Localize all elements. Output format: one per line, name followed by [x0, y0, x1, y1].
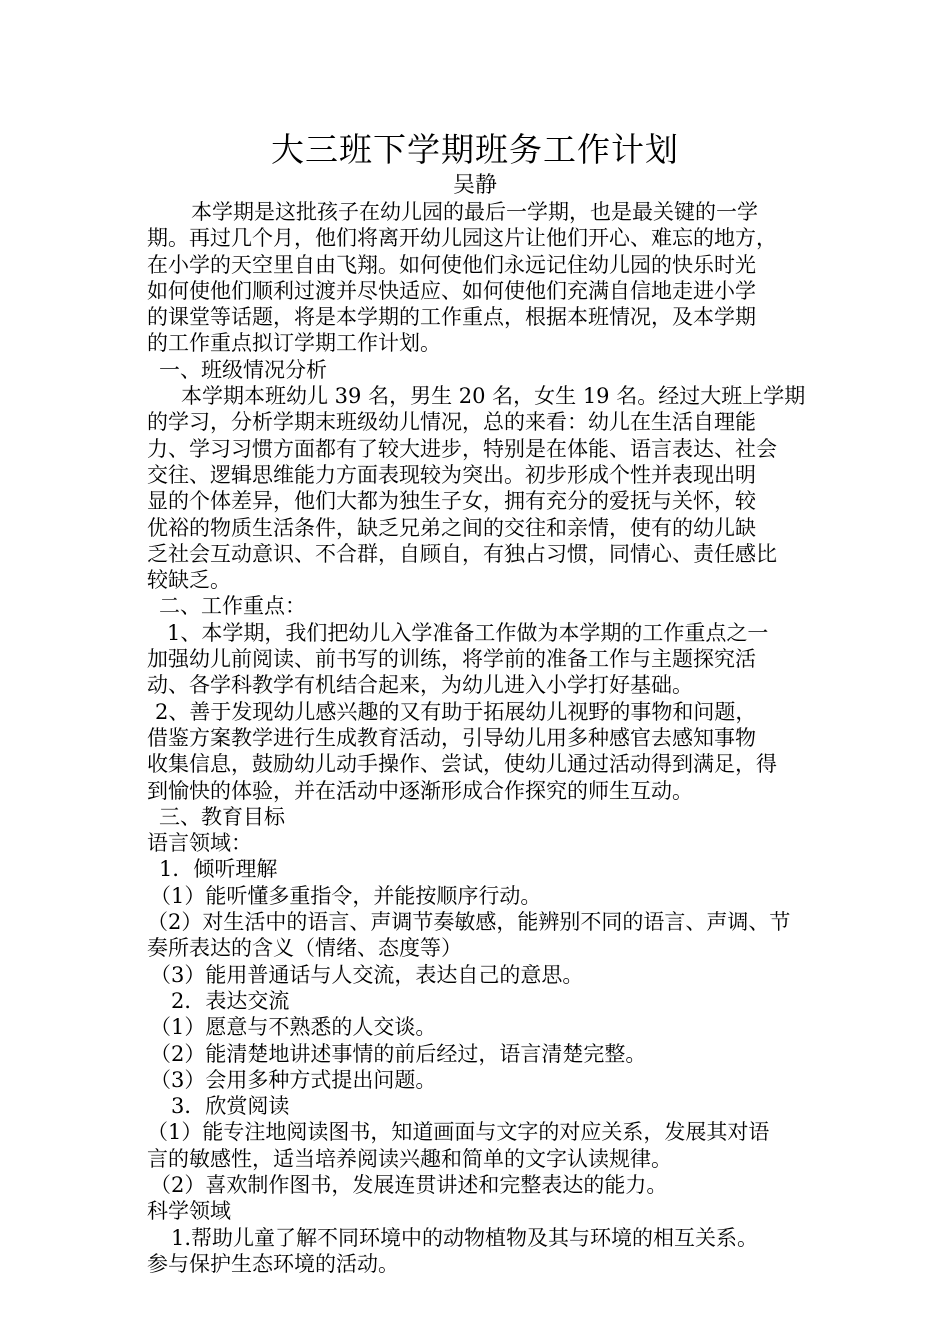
text-line: （2）喜欢制作图书，发展连贯讲述和完整表达的能力。	[150, 1172, 668, 1197]
section-heading: 三、教育目标	[159, 804, 285, 829]
text-line: 的课堂等话题，将是本学期的工作重点，根据本班情况，及本学期	[147, 305, 756, 330]
text-line: （2）能清楚地讲述事情的前后经过，语言清楚完整。	[150, 1041, 647, 1066]
text-line: 本学期本班幼儿 39 名，男生 20 名，女生 19 名。经过大班上学期	[181, 384, 806, 409]
text-line: （1）能专注地阅读图书，知道画面与文字的对应关系，发展其对语	[147, 1120, 770, 1145]
subsection-heading: 语言领域：	[147, 831, 252, 856]
section-heading: 一、班级情况分析	[159, 357, 327, 382]
text-line: 借鉴方案教学进行生成教育活动，引导幼儿用多种感官去感知事物	[147, 725, 756, 750]
text-line: 收集信息，鼓励幼儿动手操作、尝试，使幼儿通过活动得到满足，得	[147, 752, 777, 777]
text-line: 1．倾听理解	[159, 857, 278, 882]
text-line: 的学习，分析学期末班级幼儿情况，总的来看：幼儿在生活自理能	[147, 410, 756, 435]
text-line: （3）能用普通话与人交流，表达自己的意思。	[150, 962, 584, 987]
text-line: 较缺乏。	[147, 568, 231, 593]
text-line: 优裕的物质生活条件，缺乏兄弟之间的交往和亲情，使有的幼儿缺	[147, 515, 756, 540]
document-body	[147, 199, 835, 1277]
text-line: 期。再过几个月，他们将离开幼儿园这片让他们开心、难忘的地方，	[147, 226, 777, 251]
text-line: 交往、逻辑思维能力方面表现较为突出。初步形成个性并表现出明	[147, 462, 756, 487]
text-line: 2．表达交流	[171, 988, 290, 1013]
text-line: （3）会用多种方式提出问题。	[150, 1067, 437, 1092]
text-line: （1）愿意与不熟悉的人交谈。	[150, 1015, 437, 1040]
text-line: 力、学习习惯方面都有了较大进步，特别是在体能、语言表达、社会	[147, 436, 777, 461]
text-line: 如何使他们顺利过渡并尽快适应、如何使他们充满自信地走进小学	[147, 278, 756, 303]
text-line: 动、各学科教学有机结合起来，为幼儿进入小学打好基础。	[147, 673, 693, 698]
document-title: 大三班下学期班务工作计划	[271, 130, 679, 169]
text-line: 1、本学期，我们把幼儿入学准备工作做为本学期的工作重点之一	[167, 620, 769, 645]
text-line: 3．欣赏阅读	[171, 1094, 290, 1119]
text-line: 加强幼儿前阅读、前书写的训练，将学前的准备工作与主题探究活	[147, 647, 756, 672]
text-line: 参与保护生态环境的活动。	[147, 1251, 399, 1276]
text-line: 乏社会互动意识、不合群，自顾自，有独占习惯，同情心、责任感比	[147, 541, 777, 566]
text-line: 2、善于发现幼儿感兴趣的又有助于拓展幼儿视野的事物和问题，	[155, 699, 757, 724]
text-line: （2）对生活中的语言、声调节奏敏感，能辨别不同的语言、声调、节	[147, 910, 791, 935]
text-line: 1.帮助儿童了解不同环境中的动物植物及其与环境的相互关系。	[171, 1225, 759, 1250]
text-line: 言的敏感性，适当培养阅读兴趣和简单的文字认读规律。	[147, 1146, 672, 1171]
subsection-heading: 科学领域	[147, 1199, 231, 1224]
document-author: 吴静	[452, 173, 497, 198]
text-line: 在小学的天空里自由飞翔。如何使他们永远记住幼儿园的快乐时光	[147, 252, 756, 277]
text-line: 的工作重点拟订学期工作计划。	[147, 331, 441, 356]
text-line: 显的个体差异，他们大都为独生子女，拥有充分的爱抚与关怀，较	[147, 489, 756, 514]
text-line: （1）能听懂多重指令，并能按顺序行动。	[150, 883, 542, 908]
section-heading: 二、工作重点：	[159, 594, 306, 619]
text-line: 到愉快的体验，并在活动中逐渐形成合作探究的师生互动。	[147, 778, 693, 803]
text-line: 本学期是这批孩子在幼儿园的最后一学期，也是最关键的一学	[191, 200, 758, 224]
text-line: 奏所表达的含义（情绪、态度等）	[147, 936, 462, 961]
